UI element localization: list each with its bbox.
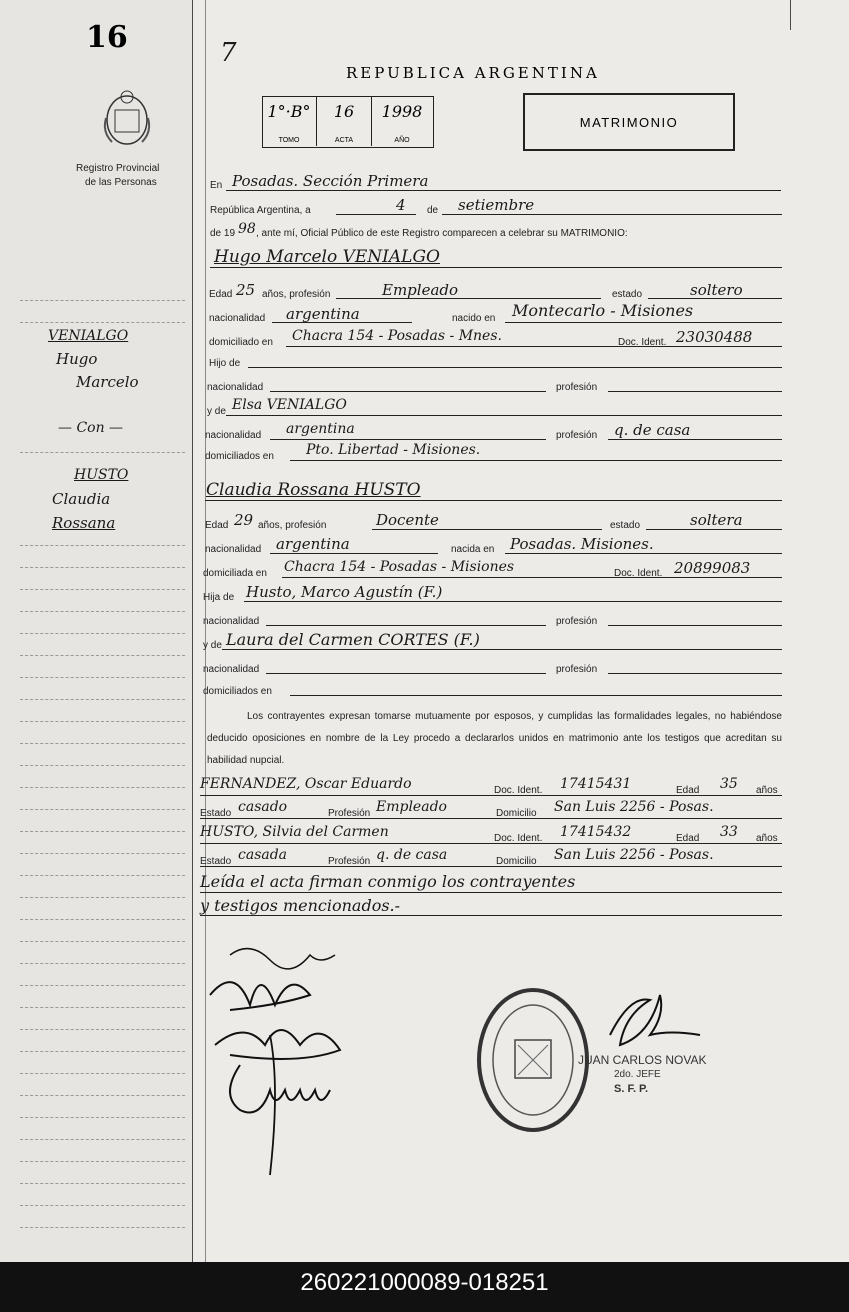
rule [646,529,782,530]
witness1-name: FERNANDEZ, Oscar Eduardo [200,776,412,792]
margin-line [20,831,185,832]
official-title: 2do. JEFE [614,1069,661,1080]
groom-padres-dom: Pto. Libertad - Misiones. [306,442,481,458]
margin-line [20,721,185,722]
bride-estado: soltera [690,511,743,529]
groom-estado-label: estado [612,289,643,300]
margin-line [20,765,185,766]
witness2-name: HUSTO, Silvia del Carmen [200,824,389,840]
rule [226,190,781,191]
margin-groom-name1: Hugo [56,350,98,368]
margin-line [20,699,185,700]
official-name: JUAN CARLOS NOVAK [578,1053,707,1067]
witness1-domicilio-label: Domicilio [496,808,537,819]
closing-line-2: y testigos mencionados.- [200,896,401,915]
groom-padres-dom-label: domiciliados en [205,451,274,462]
bride-estado-label: estado [610,520,641,531]
rule [200,818,782,819]
witness2-domicilio: San Luis 2256 - Posas. [554,847,714,863]
witness1-domicilio: San Luis 2256 - Posas. [554,799,714,815]
rule [200,915,782,916]
witness1-edad: 35 [720,776,738,792]
margin-line [20,1073,185,1074]
groom-nacido: Montecarlo - Misiones [512,301,694,320]
groom-madre-prof-label: profesión [556,430,598,441]
witness2-profesion-label: Profesión [328,856,371,867]
bride-nacionalidad-label: nacionalidad [205,544,262,555]
rule [286,346,782,347]
margin-line [20,963,185,964]
margin-marker: — Con — [58,420,124,436]
witness2-estado: casada [238,847,288,863]
rule [270,553,438,554]
rule [336,298,601,299]
acta-cell [317,96,372,146]
bride-edad-label: Edad [205,520,229,531]
bride-nacida-label: nacida en [451,544,495,555]
witness1-anos-label: años [756,785,778,796]
barcode-strip: 260221000089-018251 [0,1262,849,1312]
intro-rest: , ante mí, Oficial Público de este Registro comparecen a celebrar su MATRIMONIO: [256,228,628,239]
bride-domicilio: Chacra 154 - Posadas - Misiones [284,559,515,575]
bride-nacida: Posadas. Misiones. [510,535,654,553]
groom-padre-prof-label: profesión [556,382,598,393]
margin-line [20,589,185,590]
margin-line [20,1051,185,1052]
groom-madre-nac: argentina [286,421,355,437]
rule [270,439,546,440]
tomo-value: 1°·B° [267,102,311,121]
margin-bride-surname: HUSTO [74,467,129,483]
tomo-label: TOMO [278,137,300,144]
groom-madre-prof: q. de casa [614,421,691,439]
margin-line [20,1007,185,1008]
act-month: setiembre [458,196,535,214]
witness1-estado: casado [238,799,288,815]
rule [210,267,782,268]
margin-line [20,875,185,876]
bride-ydel-label: y de [203,640,222,651]
rule [372,529,602,530]
registry-name: Registro Provincial [76,163,160,174]
margin-line [20,1227,185,1228]
tomo-cell [262,96,317,146]
margin-line [20,322,185,323]
page-number: 16 [86,20,128,55]
corner-mark: 7 [220,38,237,68]
de-label: de [427,205,439,216]
bride-doc-label: Doc. Ident. [614,568,663,579]
margin-line [20,985,185,986]
groom-madre: Elsa VENIALGO [232,397,347,413]
groom-estado: soltero [690,281,743,299]
rule [266,625,546,626]
margin-line [20,1161,185,1162]
witness2-estado-label: Estado [200,856,232,867]
groom-nacionalidad: argentina [286,305,360,323]
acta-value: 16 [333,102,355,121]
margin-line [20,633,185,634]
witness1-profesion: Empleado [376,799,447,815]
bride-padre-prof-label: profesión [556,616,598,627]
groom-edad: 25 [236,281,256,299]
margin-line [20,1117,185,1118]
bride-madre-nac-label: nacionalidad [203,664,260,675]
rule [200,892,782,893]
margin-line [20,853,185,854]
witness1-doc-label: Doc. Ident. [494,785,543,796]
year-suffix: 98 [238,221,256,237]
bride-padre-nac-label: nacionalidad [203,616,260,627]
margin-line [20,567,185,568]
groom-doc: 23030488 [676,328,753,346]
groom-nacionalidad-label: nacionalidad [209,313,266,324]
groom-doc-label: Doc. Ident. [618,337,667,348]
margin-line [20,1095,185,1096]
groom-domicilio: Chacra 154 - Posadas - Mnes. [292,328,502,344]
bride-edad: 29 [234,511,254,529]
rule [505,322,782,323]
witness2-doc-label: Doc. Ident. [494,833,543,844]
margin-groom-surname: VENIALGO [48,328,129,344]
margin-line [20,452,185,453]
bride-hija-label: Hija de [203,592,235,603]
bride-profesion: Docente [376,511,439,529]
witness2-edad-label: Edad [676,833,700,844]
witness1-doc: 17415431 [560,776,632,792]
witness2-profesion: q. de casa [376,847,448,863]
official-dept: S. F. P. [614,1083,649,1095]
rule [505,553,782,554]
bride-madre: Laura del Carmen CORTES (F.) [226,630,480,649]
margin-line [20,545,185,546]
bride-doc: 20899083 [674,559,751,577]
margin-line [20,1029,185,1030]
republica-label: República Argentina, a [210,205,311,216]
rule [608,625,782,626]
rule [266,673,546,674]
witness2-domicilio-label: Domicilio [496,856,537,867]
margin-line [20,1183,185,1184]
en-label: En [210,180,223,191]
rule [244,601,782,602]
bride-madre-prof-label: profesión [556,664,598,675]
document-type-box: MATRIMONIO [523,93,735,151]
ano-value: 1998 [381,102,423,121]
rule [442,214,782,215]
margin-line [20,655,185,656]
ano-cell [372,96,432,146]
margin-groom-name2: Marcelo [76,373,139,391]
margin-line [20,919,185,920]
groom-edad-label: Edad [209,289,233,300]
country-title: REPUBLICA ARGENTINA [346,64,600,82]
margin-line [20,677,185,678]
closing-line-1: Leída el acta firman conmigo los contrayentes [200,872,576,891]
witness2-doc: 17415432 [560,824,632,840]
witness1-profesion-label: Profesión [328,808,371,819]
groom-nacido-label: nacido en [452,313,496,324]
rule [290,460,782,461]
bride-padre: Husto, Marco Agustín (F.) [246,583,443,601]
groom-hijo-label: Hijo de [209,358,241,369]
rule [205,500,782,501]
declaration-paragraph: Los contrayentes expresan tomarse mutuamente por esposos, y cumplidas las formalidades legales, no habiéndose deducido oposiciones en nombre de la Ley procedo a declararlos unidos en matrimonio ante los testigos que acreditan su habilidad nupcial. [207,711,782,766]
groom-profesion: Empleado [382,281,459,299]
rule [608,391,782,392]
margin-line [20,1139,185,1140]
margin-line [20,300,185,301]
act-day: 4 [396,196,406,214]
bride-domicilio-label: domiciliada en [203,568,267,579]
official-seal-icon [473,985,593,1135]
margin-rule [192,0,193,1262]
rule [248,367,782,368]
coat-of-arms-icon [98,88,156,148]
witness2-edad: 33 [720,824,738,840]
groom-profesion-label: años, profesión [262,289,331,300]
bride-full-name: Claudia Rossana HUSTO [206,480,421,500]
rule [226,415,782,416]
margin-bride-name2: Rossana [52,514,116,532]
ano-label: AÑO [394,137,410,144]
groom-full-name: Hugo Marcelo VENIALGO [214,247,440,267]
rule [200,866,782,867]
groom-padre-nac-label: nacionalidad [207,382,264,393]
groom-ydel-label: y de [207,406,226,417]
witness1-estado-label: Estado [200,808,232,819]
rule [282,577,782,578]
right-edge-mark [790,0,791,30]
year-prefix: de 19 [210,228,236,239]
groom-domicilio-label: domiciliado en [209,337,273,348]
rule [608,673,782,674]
margin-line [20,611,185,612]
groom-madre-nac-label: nacionalidad [205,430,262,441]
margin-line [20,743,185,744]
margin-line [20,897,185,898]
signatures-handwritten [200,935,360,1185]
witness2-anos-label: años [756,833,778,844]
margin-line [20,787,185,788]
rule [608,439,782,440]
bride-padres-dom-label: domiciliados en [203,686,272,697]
rule [222,649,782,650]
margin-bride-name1: Claudia [52,490,111,508]
rule [270,391,546,392]
act-place: Posadas. Sección Primera [232,172,429,190]
bride-profesion-label: años, profesión [258,520,327,531]
bride-nacionalidad: argentina [276,535,350,553]
acta-label: ACTA [334,137,354,144]
rule [290,695,782,696]
rule [336,214,416,215]
registry-subname: de las Personas [85,177,157,188]
margin-line [20,941,185,942]
witness1-edad-label: Edad [676,785,700,796]
margin-line [20,809,185,810]
margin-line [20,1205,185,1206]
